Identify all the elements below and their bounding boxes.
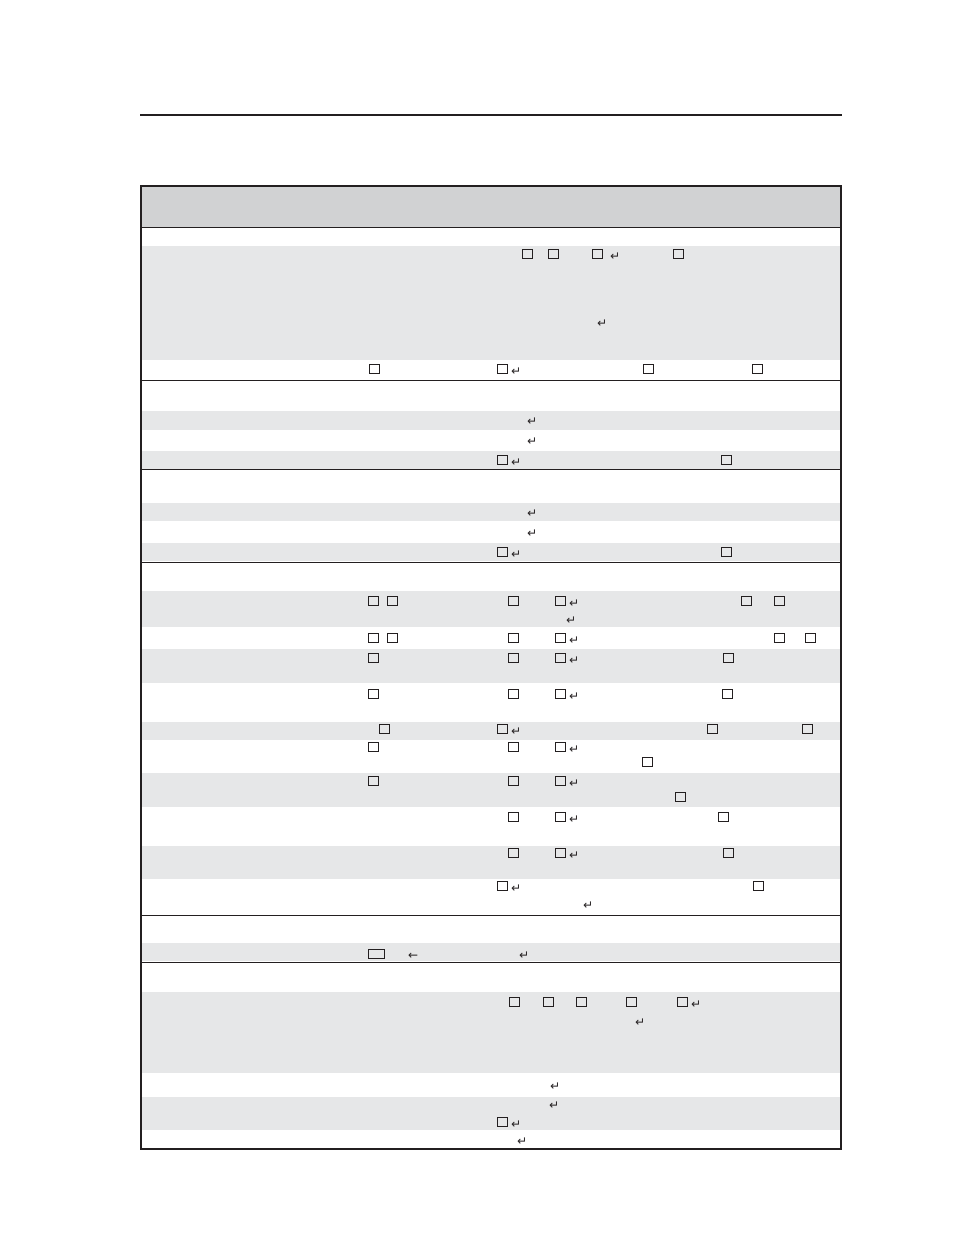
variable-box (722, 689, 733, 699)
table-row (142, 503, 840, 521)
variable-box (555, 742, 566, 752)
variable-box (508, 812, 519, 822)
table-row (142, 451, 840, 469)
enter-key-icon: ↵ (569, 742, 580, 756)
variable-box (497, 364, 508, 374)
variable-box (721, 455, 732, 465)
variable-box (387, 633, 398, 643)
table-row (142, 649, 840, 683)
variable-box (675, 792, 686, 802)
left-arrow-icon: ← (408, 948, 419, 962)
variable-box (774, 633, 785, 643)
table-row (142, 943, 840, 961)
variable-box (677, 997, 688, 1007)
command-table (140, 185, 842, 1150)
variable-box (673, 249, 684, 259)
enter-key-icon: ↵ (597, 316, 608, 330)
variable-box (368, 633, 379, 643)
variable-box (508, 653, 519, 663)
variable-box (379, 724, 390, 734)
variable-box (723, 653, 734, 663)
variable-box (555, 689, 566, 699)
variable-box (723, 848, 734, 858)
variable-box (555, 596, 566, 606)
enter-key-icon: ↵ (569, 848, 580, 862)
variable-box (368, 689, 379, 699)
variable-box (626, 997, 637, 1007)
variable-box (555, 776, 566, 786)
section-divider (142, 469, 840, 470)
variable-box (497, 724, 508, 734)
enter-key-icon: ↵ (550, 1079, 561, 1093)
variable-box (368, 653, 379, 663)
table-row (142, 543, 840, 561)
variable-box (774, 596, 785, 606)
enter-key-icon: ↵ (527, 526, 538, 540)
enter-key-icon: ↵ (635, 1015, 646, 1029)
variable-box (522, 249, 533, 259)
enter-key-icon: ↵ (569, 812, 580, 826)
table-row (142, 591, 840, 627)
enter-key-icon: ↵ (583, 898, 594, 912)
enter-key-icon: ↵ (569, 633, 580, 647)
enter-key-icon: ↵ (569, 653, 580, 667)
variable-box (508, 596, 519, 606)
section-divider (142, 380, 840, 381)
enter-key-icon: ↵ (511, 547, 522, 561)
variable-box (508, 633, 519, 643)
table-row (142, 992, 840, 1073)
table-row (142, 246, 840, 360)
table-row (142, 722, 840, 740)
variable-box (718, 812, 729, 822)
enter-key-icon: ↵ (566, 613, 577, 627)
enter-key-icon: ↵ (569, 596, 580, 610)
variable-box (555, 653, 566, 663)
variable-box (805, 633, 816, 643)
enter-key-icon: ↵ (527, 434, 538, 448)
variable-box (368, 742, 379, 752)
enter-key-icon: ↵ (511, 1117, 522, 1131)
enter-key-icon: ↵ (549, 1098, 560, 1112)
variable-box (548, 249, 559, 259)
table-row (142, 846, 840, 879)
variable-box (368, 949, 385, 959)
table-row (142, 773, 840, 807)
table-row (142, 1097, 840, 1130)
variable-box (721, 547, 732, 557)
table-row (142, 411, 840, 430)
enter-key-icon: ↵ (569, 776, 580, 790)
variable-box (508, 848, 519, 858)
top-rule (140, 114, 842, 116)
enter-key-icon: ↵ (691, 997, 702, 1011)
variable-box (368, 776, 379, 786)
enter-key-icon: ↵ (511, 364, 522, 378)
variable-box (592, 249, 603, 259)
variable-box (707, 724, 718, 734)
variable-box (642, 757, 653, 767)
enter-key-icon: ↵ (519, 948, 530, 962)
variable-box (497, 455, 508, 465)
enter-key-icon: ↵ (517, 1134, 528, 1148)
variable-box (752, 364, 763, 374)
variable-box (555, 848, 566, 858)
enter-key-icon: ↵ (511, 455, 522, 469)
variable-box (508, 776, 519, 786)
variable-box (753, 881, 764, 891)
section-divider (142, 962, 840, 963)
variable-box (497, 547, 508, 557)
enter-key-icon: ↵ (569, 689, 580, 703)
variable-box (508, 742, 519, 752)
variable-box (555, 633, 566, 643)
variable-box (543, 997, 554, 1007)
variable-box (387, 596, 398, 606)
variable-box (497, 1117, 508, 1127)
section-divider (142, 562, 840, 563)
enter-key-icon: ↵ (511, 724, 522, 738)
variable-box (369, 364, 380, 374)
variable-box (576, 997, 587, 1007)
enter-key-icon: ↵ (610, 249, 621, 263)
enter-key-icon: ↵ (527, 414, 538, 428)
variable-box (368, 596, 379, 606)
variable-box (741, 596, 752, 606)
table-header (142, 187, 840, 228)
variable-box (555, 812, 566, 822)
variable-box (509, 997, 520, 1007)
enter-key-icon: ↵ (511, 881, 522, 895)
variable-box (643, 364, 654, 374)
enter-key-icon: ↵ (527, 506, 538, 520)
section-divider (142, 915, 840, 916)
variable-box (497, 881, 508, 891)
variable-box (802, 724, 813, 734)
variable-box (508, 689, 519, 699)
